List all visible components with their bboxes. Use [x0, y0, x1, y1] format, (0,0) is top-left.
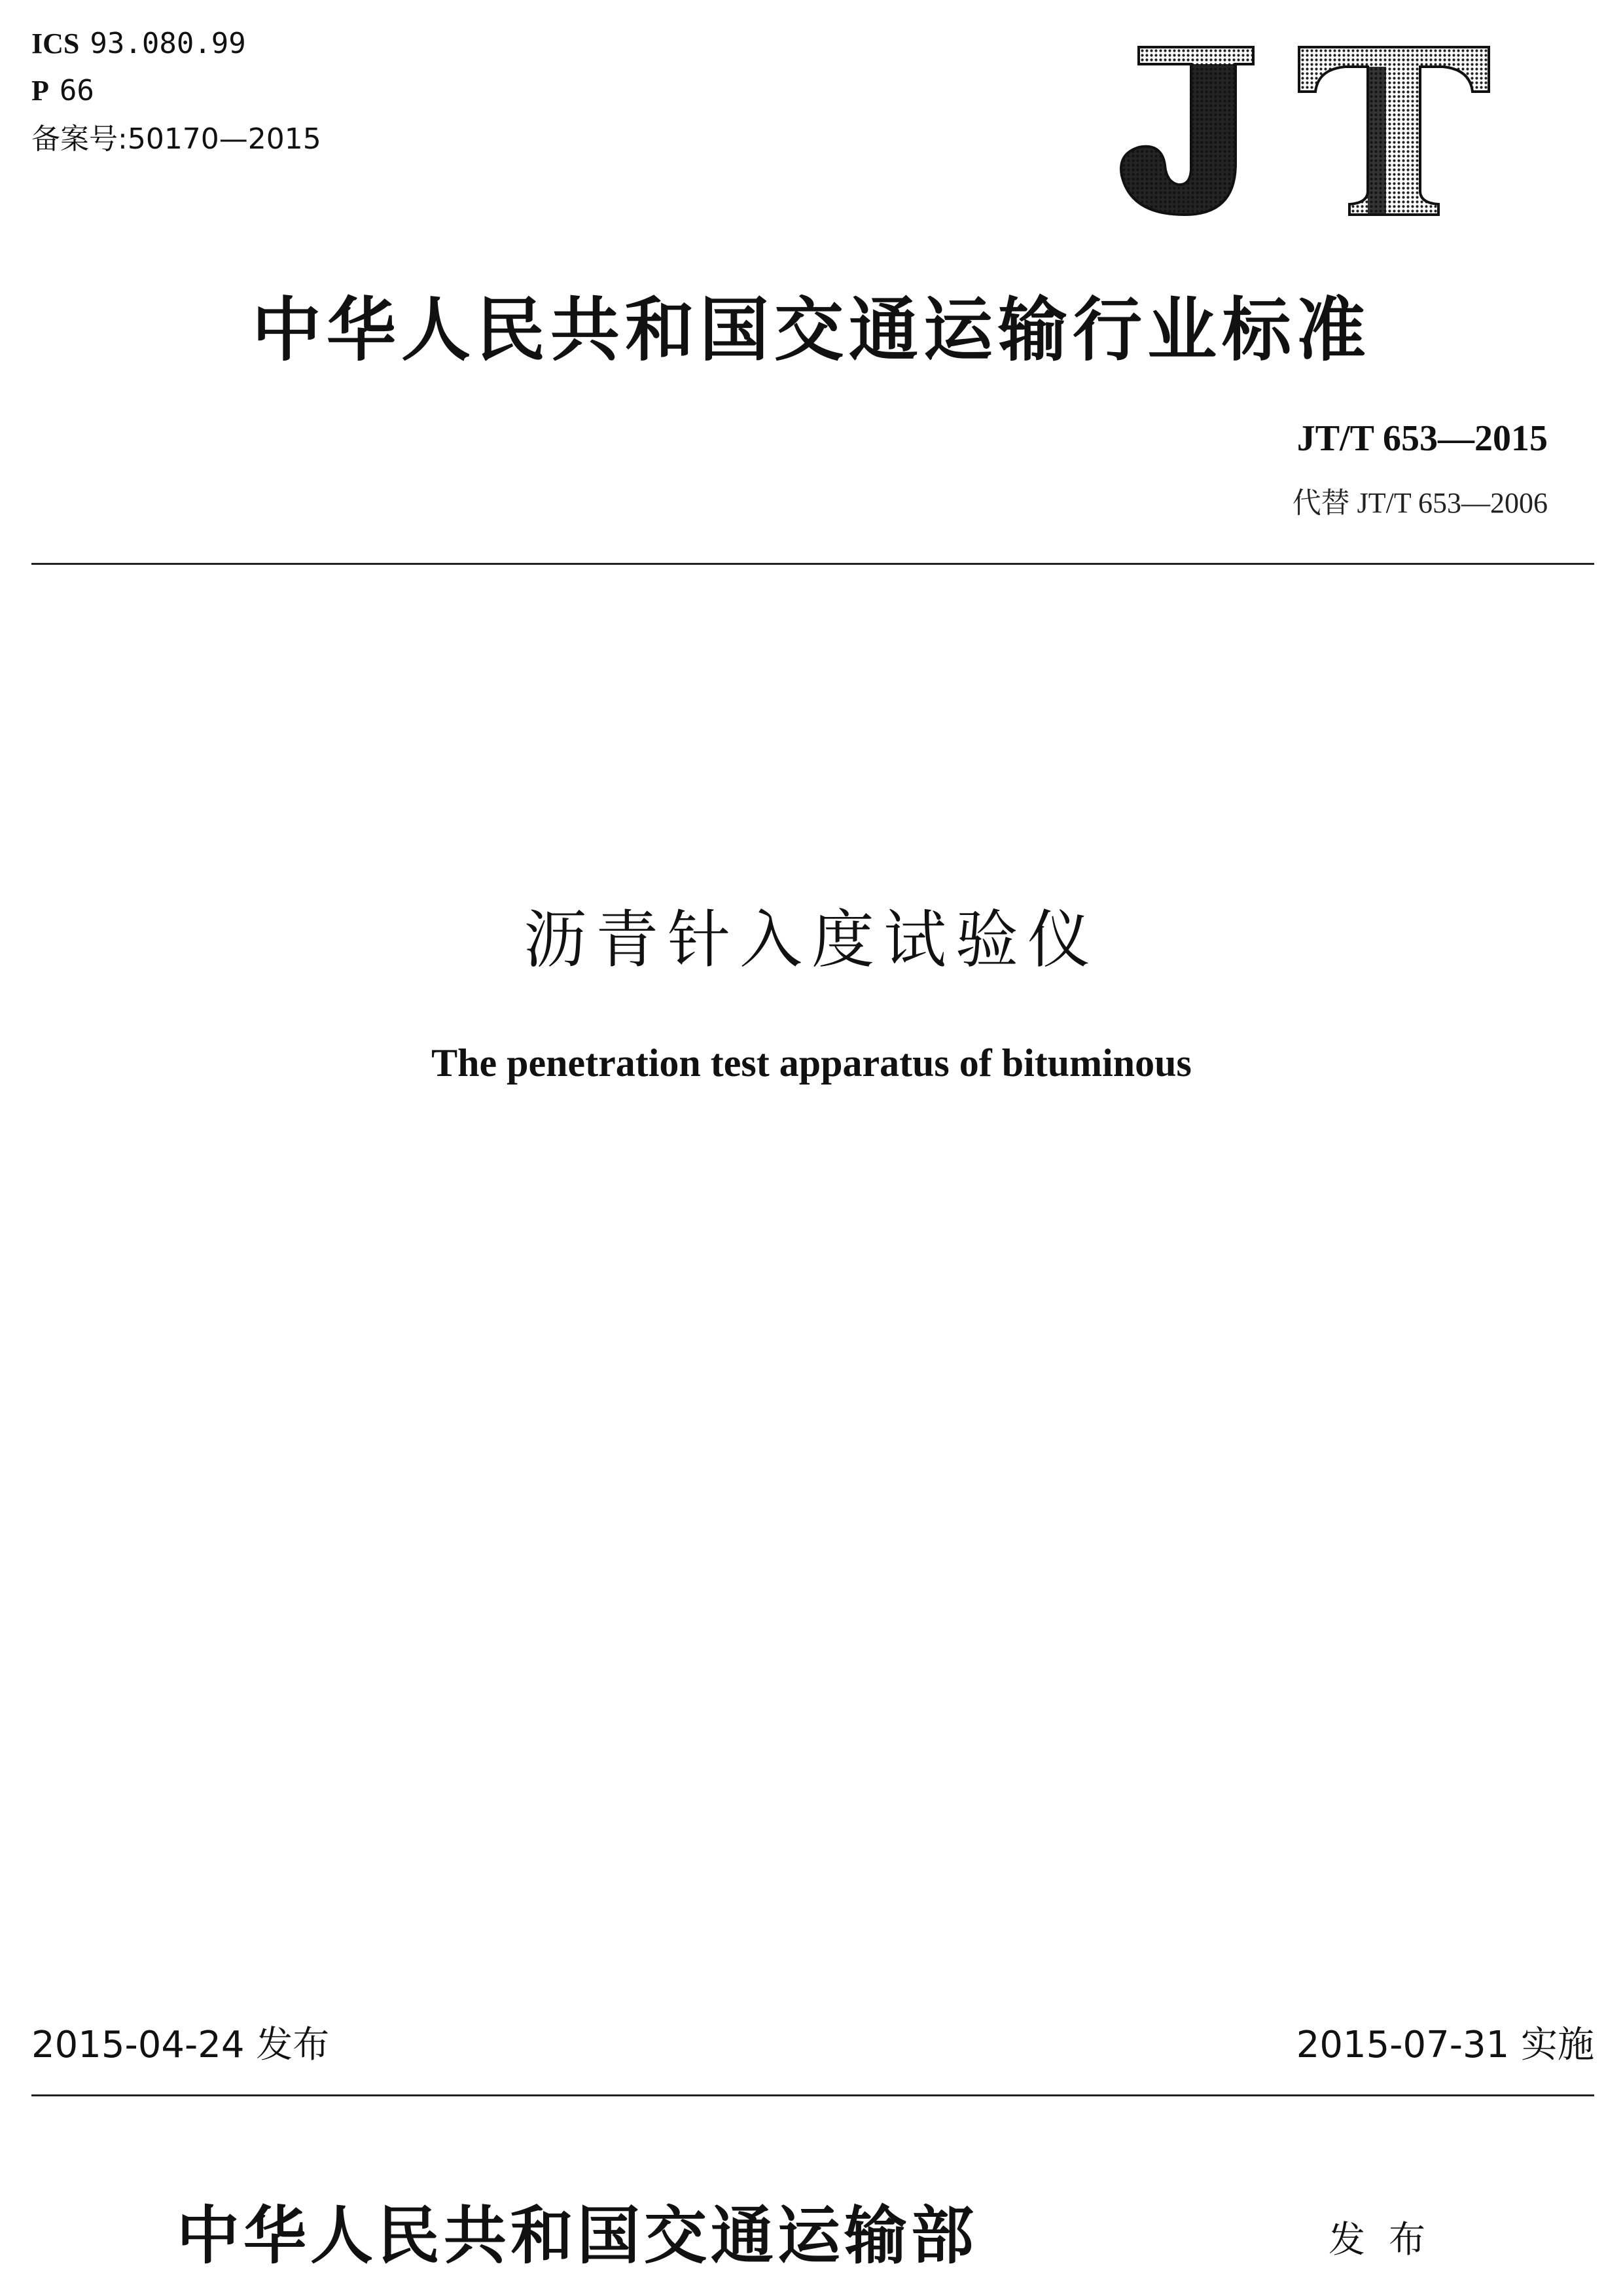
footer-divider — [31, 2094, 1594, 2096]
ccs-label: P — [31, 75, 49, 107]
implementation-date: 2015-07-31 实施 — [1296, 2024, 1594, 2066]
standard-number: JT/T 653—2015 — [1296, 418, 1548, 459]
jt-logo — [1113, 39, 1499, 223]
jt-logo-letter-j — [1121, 47, 1253, 215]
document-title-en: The penetration test apparatus of bituminous — [431, 1041, 1192, 1085]
filing-value: 50170—2015 — [127, 122, 321, 156]
ics-code — [31, 26, 246, 62]
document-title-zh: 沥青针入度试验仪 — [524, 903, 1099, 977]
issuer-name: 中华人民共和国交通运输部 — [177, 2198, 978, 2272]
replaces-standard: 代替 JT/T 653—2006 — [1292, 487, 1548, 519]
header-divider — [31, 563, 1594, 565]
issuer-action: 发布 — [1329, 2219, 1449, 2261]
ccs-code — [31, 73, 94, 109]
ccs-value: 66 — [59, 74, 94, 107]
ics-label: ICS — [31, 27, 80, 60]
filing-label: 备案号: — [31, 122, 128, 156]
ics-value: 93.080.99 — [90, 27, 246, 60]
filing-number — [31, 122, 321, 157]
issue-date: 2015-04-24 发布 — [31, 2024, 330, 2066]
standard-type-title: 中华人民共和国交通运输行业标准 — [252, 289, 1371, 370]
jt-logo-letter-t — [1299, 47, 1489, 215]
